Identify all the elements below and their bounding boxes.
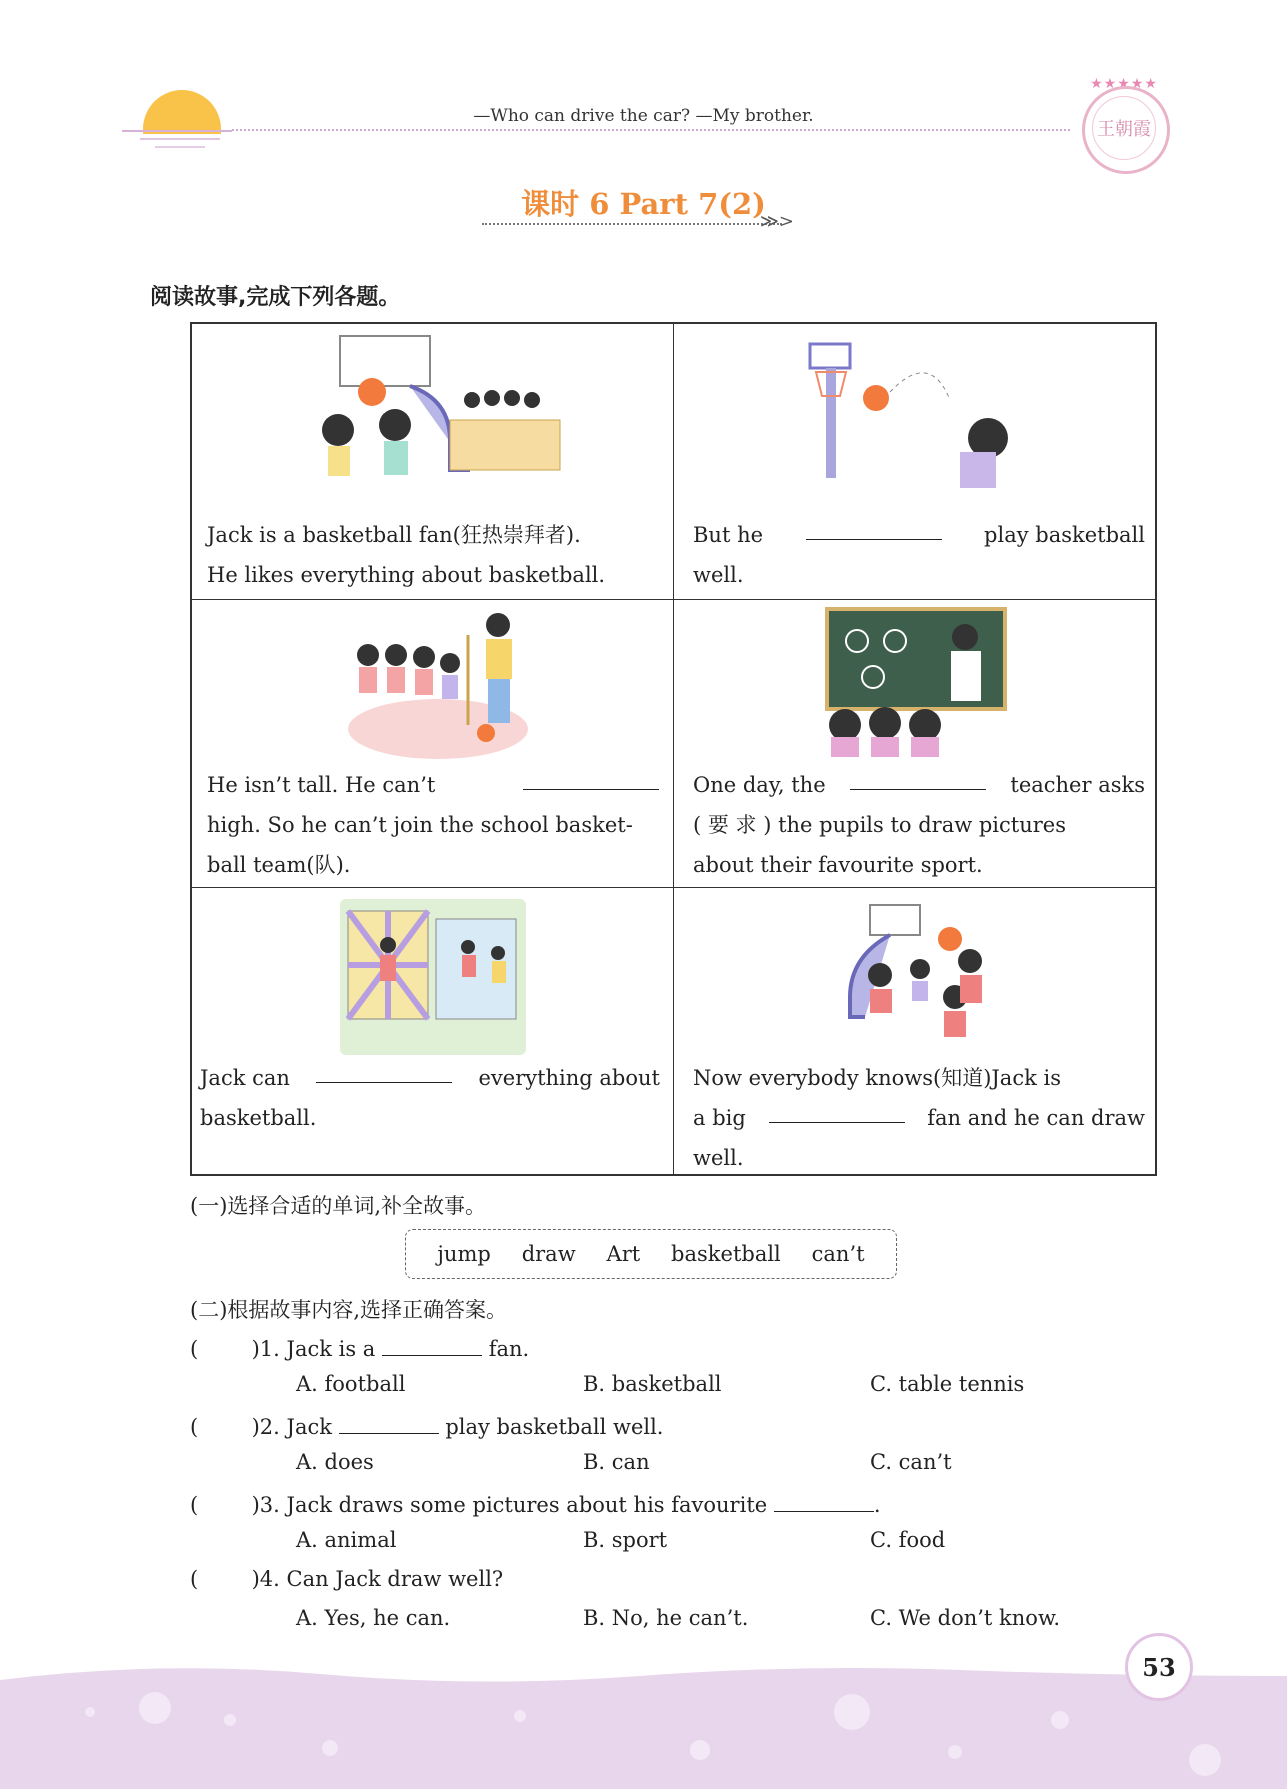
question-number: 2. [259,1415,280,1439]
friends-playing-illustration [820,897,1020,1057]
badge-stars: ★★★★★ [1090,76,1158,92]
panel-2-text [693,515,1145,595]
option-c[interactable]: C. table tennis [870,1372,1025,1396]
panel-5-before: Jack can [200,1066,290,1090]
option-c[interactable]: C. We don’t know. [870,1606,1061,1630]
question-text: Jack is a [286,1337,376,1361]
answer-blank-4[interactable] [850,765,986,790]
option-b[interactable]: B. sport [583,1528,668,1552]
word-bank-item: basketball [671,1242,781,1266]
height-measure-illustration [338,605,538,765]
answer-blank [339,1411,439,1434]
drawings-illustration [338,897,528,1057]
panel-1-line-1: Jack is a basketball fan(狂热崇拜者). [207,523,581,547]
question-text: Jack [286,1415,332,1439]
part-2-title: (二)根据故事内容,选择正确答案。 [190,1298,508,1322]
panel-5-text [200,1058,660,1138]
question-4 [190,1567,503,1591]
option-c[interactable]: C. can’t [870,1450,952,1474]
answer-bracket[interactable]: ( ) [190,1337,260,1361]
lesson-title: 课时 6 Part 7(2) [521,187,766,221]
panel-6-line-1: Now everybody knows(知道)Jack is [693,1066,1061,1090]
option-b[interactable]: B. No, he can’t. [583,1606,749,1630]
answer-blank-6[interactable] [769,1098,905,1123]
answer-blank-3[interactable] [523,765,659,790]
question-text: Jack draws some pictures about his favourite [286,1493,768,1517]
option-a[interactable]: A. football [296,1372,406,1396]
option-b[interactable]: B. basketball [583,1372,722,1396]
word-bank-item: Art [606,1242,641,1266]
panel-6-line-3: well. [693,1146,744,1170]
word-bank-item: draw [521,1242,576,1266]
question-text: play basketball well. [445,1415,664,1439]
panel-4-after: teacher asks [1010,773,1145,797]
question-number: 3. [259,1493,280,1517]
answer-blank-5[interactable] [316,1058,452,1083]
panel-1-line-2: He likes everything about basketball. [207,563,606,587]
question-1 [190,1333,529,1361]
title-underline [482,223,782,225]
option-a[interactable]: A. does [296,1450,374,1474]
panel-2-before: But he [693,523,764,547]
option-c[interactable]: C. food [870,1528,946,1552]
option-b[interactable]: B. can [583,1450,650,1474]
decor-line [122,130,232,132]
panel-6-after: fan and he can draw [927,1106,1145,1130]
part-1-title: (一)选择合适的单词,补全故事。 [190,1194,487,1218]
panel-4-before: One day, the [693,773,826,797]
decor-line [155,146,205,148]
panel-6-before: a big [693,1106,746,1130]
question-text: Can Jack draw well? [286,1567,504,1591]
decor-line [140,138,220,140]
question-number: 4. [259,1567,280,1591]
panel-3-before: He isn’t tall. He can’t [207,773,436,797]
publisher-badge-text: 王朝霞 [1092,96,1156,160]
grid-divider [190,599,1157,600]
answer-bracket[interactable]: ( ) [190,1493,260,1517]
question-text: . [873,1493,881,1517]
fish-icon: ≫> [760,211,794,232]
panel-3-line-3: ball team(队). [207,853,351,877]
answer-bracket[interactable]: ( ) [190,1415,260,1439]
answer-blank [774,1489,874,1512]
instruction: 阅读故事,完成下列各题。 [150,285,401,310]
question-number: 1. [259,1337,280,1361]
grid-divider [673,322,674,1176]
answer-blank-2[interactable] [806,515,942,540]
panel-2-line-2: well. [693,563,744,587]
panel-4-text [693,765,1145,885]
word-bank-item: can’t [811,1242,865,1266]
question-3 [190,1489,881,1517]
panel-4-line-2: ( 要 求 ) the pupils to draw pictures [693,813,1066,837]
panel-1-text [207,515,659,595]
running-title: —Who can drive the car? —My brother. [473,106,814,126]
question-2 [190,1411,663,1439]
panel-2-after: play basketball [984,523,1145,547]
word-bank [405,1229,897,1279]
basketball-game-illustration [300,330,570,500]
art-class-illustration [825,607,1010,757]
option-a[interactable]: A. animal [296,1528,397,1552]
missed-shot-illustration [800,330,1030,500]
panel-5-after: everything about [478,1066,660,1090]
panel-3-text [207,765,659,885]
answer-bracket[interactable]: ( ) [190,1567,260,1591]
word-bank-item: jump [437,1242,491,1266]
question-text: fan. [488,1337,530,1361]
answer-blank [382,1333,482,1356]
panel-5-line-2: basketball. [200,1106,317,1130]
option-a[interactable]: A. Yes, he can. [296,1606,451,1630]
footer-wave [0,1660,1287,1789]
panel-4-line-3: about their favourite sport. [693,853,983,877]
panel-6-text [693,1058,1145,1178]
grid-divider [190,887,1157,888]
page-number: 53 [1125,1633,1193,1701]
header-divider [232,129,1070,131]
panel-3-line-2: high. So he can’t join the school basket- [207,813,633,837]
